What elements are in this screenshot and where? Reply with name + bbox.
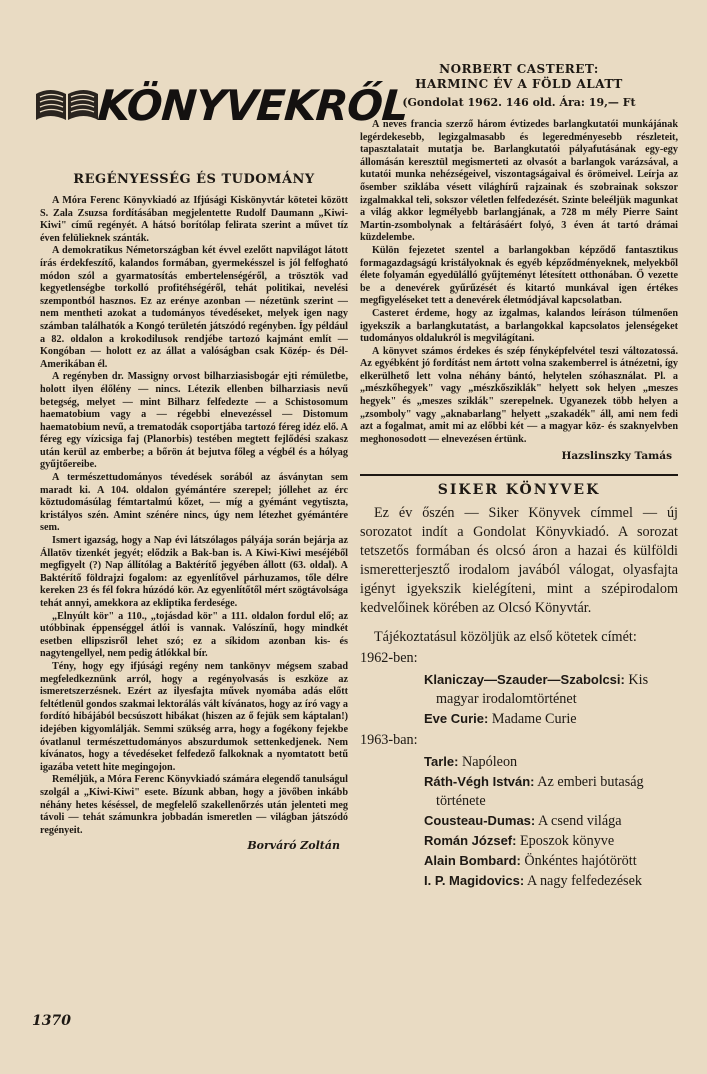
paragraph: „Elnyúlt kör" a 110., „tojásdad kör" a 111. oldalon fordul elő; az utóbbinak éppenséggel átlói is vannak. Valószínű, hogy mindkét esetben ellipszisről lehet szó; ez a síkidom azonban kis- és nagytengellyel, nem pedig átlókkal bír. [40, 610, 348, 660]
review-author: NORBERT CASTERET: [439, 62, 599, 76]
paragraph: Ez év őszén — Siker Könyvek címmel — új sorozatot indít a Gondolat Könyvkiadó. A sorozat tetszetős formában és olcsó áron a hazai és külföldi ismeretterjesztő irodalom javából válogat, olyasfajta igényt igyekszik kielégíteni, mint a szépirodalom kedvelőinek körében az Olcsó Könyvtár. [360, 505, 678, 617]
book-author: Ráth-Végh István: [424, 774, 535, 790]
review-signature: Hazslinszky Tamás [561, 450, 672, 463]
paragraph: A Móra Ferenc Könyvkiadó az Ifjúsági Kiskönyvtár kötetei között S. Zala Zsuzsa fordításában megjelentette Rudolf Daumann „Kiwi-Kiwi" című regényét. A hátsó borítólap felirata szerint a művet tíz éven felülieknek szánták. [40, 195, 348, 244]
book-entry [424, 709, 678, 729]
book-entry [424, 811, 678, 831]
page-number: 1370 [32, 1013, 71, 1029]
open-book-icon [34, 84, 100, 124]
book-title: Eposzok könyve [520, 833, 615, 850]
article-heading: REGÉNYESSÉG ÉS TUDOMÁNY [73, 172, 315, 187]
book-title: A nagy felfedezések [526, 873, 642, 890]
masthead [34, 70, 410, 162]
book-author: Eve Curie: [424, 711, 489, 727]
section-divider [360, 474, 678, 476]
book-author: I. P. Magidovics: [424, 873, 525, 889]
book-entry [424, 772, 678, 811]
book-author: Klaniczay—Szauder—Szabolcsi: [424, 672, 625, 688]
book-author: Alain Bombard: [424, 853, 521, 869]
paragraph: Tény, hogy egy ifjúsági regény nem tankönyv mégsem szabad megfeledkeznünk arról, hogy a regényolvasás is eszköze az ismeretszerzésnek. Ezért az ilyesfajta művek nyomába adás előtt feltétlenül gondos szakmai lektorálás vált kívánatos, hogy az író vagy a fordító hibájából becsúszott hibákat (hiszen az ő fejük sem káptalan!) idejében kigyomlálják. Semmi szükség arra, hogy a fogékony fejekbe óvatlanul természettudományos abszurdumok settenkedjenek. Nem kívánatos, hogy a tévedéseket felfedező falkoknak a nyomtatott betű igazába vetett hite megingojon. [40, 660, 348, 773]
book-title: Kis magyar irodalomtörténet [436, 672, 649, 708]
paragraph: A demokratikus Németországban két évvel ezelőtt napvilágot látott írás érdekfeszítő, kalandos formában, gyermekésszel is jól felfogható módon szól a gyarmatosítás embertelenségéről, a trösztök vad kegyetlenségbe torkolló profitéhségéről, tehát politikai, nevelési szempontból hasznos. Ez az erénye azonban — nézetünk szerint — nem mentheti azokat a tudományos tévedéseket, melyek igen nagy számban találhatók a Kongó területén játszódó regényben. Így például a 82. oldalon a krokodilusok rendjébe tartozó kajmánt említ — Kongóban — holott ez az állat a valóságban csak Közép- és Dél-Amerikában él. [40, 245, 348, 370]
masthead-title: KÖNYVEKRŐL [96, 81, 410, 130]
paragraph: A neves francia szerző három évtizedes barlangkutatói munkájának legérdekesebb, legizgalmasabb és legeredményesebb részleteit, tapasztalatait mutatja be. Barlangkutatói pályafutásának egy-egy állomásán keresztül megismerteti az olvasót a barlangok varázsával, a kutatói munka nehézségeivel, viszontagságaival és örömeivel. Leírja az ősember sziklába vésett világhírű rajzainak és szobrainak sokszor izgalmakkal teli, sokszor véletlen felfedezését. Szinte beleéljük magunkat a világ akkor legmélyebb barlangjának, a 728 m mély Pierre Saint Martin-zsombolynak a feltárásáért folyó, 3 éven át tartó drámai küzdelembe. [360, 119, 678, 244]
book-entry [424, 831, 678, 851]
year-label: 1963-ban: [360, 732, 418, 749]
year-label: 1962-ben: [360, 650, 418, 667]
article-body [40, 195, 348, 837]
review-title: HARMINC ÉV A FÖLD ALATT [415, 77, 623, 91]
paragraph: A regényben dr. Massigny orvost bilharziasisbogár ejti rémületbe, holott ilyen élőlény — nincs. Létezik ellenben bilharziasis nevű betegség, melyet — mint Bilharz felfedezte — a Schistosomum haematobium vagy a — régebbi elnevezéssel — Distomum haematobium nevű, a trematodák csoportjába tartozó féreg idéz elő. A féreg egy vízicsiga faj (Planorbis) testében megtett fejlődési szakasz után kerül az emberbe; a bőrön át bejutva főleg a végbél és a hólyag gyűjtőereibe. [40, 371, 348, 471]
book-author: Tarle: [424, 754, 459, 770]
paragraph: Tájékoztatásul közöljük az első kötetek címét: [374, 629, 637, 646]
paragraph: A természettudományos tévedések sorából az ásványtan sem maradt ki. A 104. oldalon gyémántére szerepel; jóllehet az érc köztudomásúlag fémtartalmú kőzet, — míg a gyémánt vegytiszta, kristályos szén. Amint szénére nincs, úgy nem létezhet gyémántére sem. [40, 472, 348, 534]
book-entry [424, 851, 678, 871]
siker-body [360, 504, 678, 647]
paragraph: Casteret érdeme, hogy az izgalmas, kalandos leíráson túlmenően igyekszik a barlangkutatást, a barlangokkal kapcsolatos jelenségeket tudományos oldalukról is megvilágítani. [360, 307, 678, 345]
book-author: Cousteau-Dumas: [424, 813, 536, 829]
book-author: Román József: [424, 833, 517, 849]
paragraph: A könyvet számos érdekes és szép fényképfelvétel teszi változatossá. Az egyébként jó fordítást nem ártott volna szakemberrel is átnézetni, így elkerülhető lett volna néhány bántó, helytelen szóhasználat. Pl. a „mészkőhegyek" vagy „mészkősziklák" helyett sok helyen „meszes hegyek" és „meszes sziklák" szerepelnek. Ugyanezek több helyen a „zsomboly" vagy „aknabarlang" helyett „szakadék" áll, ami nem fedi azt a fogalmat, amit mi az előbbi két — a magyar köz- és szaknyelvben meghonosodott — elnevezésen értünk. [360, 345, 678, 445]
book-title: Önkéntes hajótörött [524, 853, 637, 870]
paragraph: Ismert igazság, hogy a Nap évi látszólagos pályája során bejárja az Állatöv tizenkét jegyét; elődzik a Bak-ban is. A Kiwi-Kiwi meséjéből megfigyelt (?) Nap állítólag a Baktérítő jegyében állott (63. oldal). A Baktérítő földrajzi fogalom: az egyenlítővel párhuzamos, tőle délre kereken 23 és fél fokra húzódó kör. Az egyenlítőtől mért szögtávolsága tehát annyi, amekkora az ekliptika ferdesége. [40, 535, 348, 609]
review-body [360, 119, 678, 446]
book-title: Az emberi butaság története [436, 774, 644, 810]
paragraph: Külön fejezetet szentel a barlangokban képződő fantasztikus formagazdagságú kristályoknak és egyéb képződményeknek, melyekből élete folyamán egyedülálló gyűjteményt létesített otthonában. Ő vezette be a denevérek gyűrűzését és kitartó munkával igen értékes megfigyeléseket tett a denevérek életmódjával kapcsolatban. [360, 244, 678, 307]
section-title: SIKER KÖNYVEK [437, 482, 601, 499]
book-entry [424, 752, 678, 772]
right-column [360, 62, 678, 891]
book-entry [424, 670, 678, 709]
book-title: A csend világa [538, 813, 622, 830]
book-title: Madame Curie [491, 711, 577, 728]
book-entry [424, 871, 678, 891]
article-signature: Borváró Zoltán [247, 839, 340, 853]
book-title: Napóleon [461, 754, 518, 771]
paragraph: Reméljük, a Móra Ferenc Könyvkiadó számára elegendő tanulságul szolgál a „Kiwi-Kiwi" esete. Bízunk abban, hogy a jövőben inkább néhány hetes késéssel, de megfelelő szakellenőrzés után jelenteti meg távoli — tehát számunkra jobbadán ismeretlen — világban játszódó regényeit. [40, 774, 348, 836]
review-pubinfo: (Gondolat 1962. 146 old. Ára: 19,— Ft [402, 96, 636, 109]
